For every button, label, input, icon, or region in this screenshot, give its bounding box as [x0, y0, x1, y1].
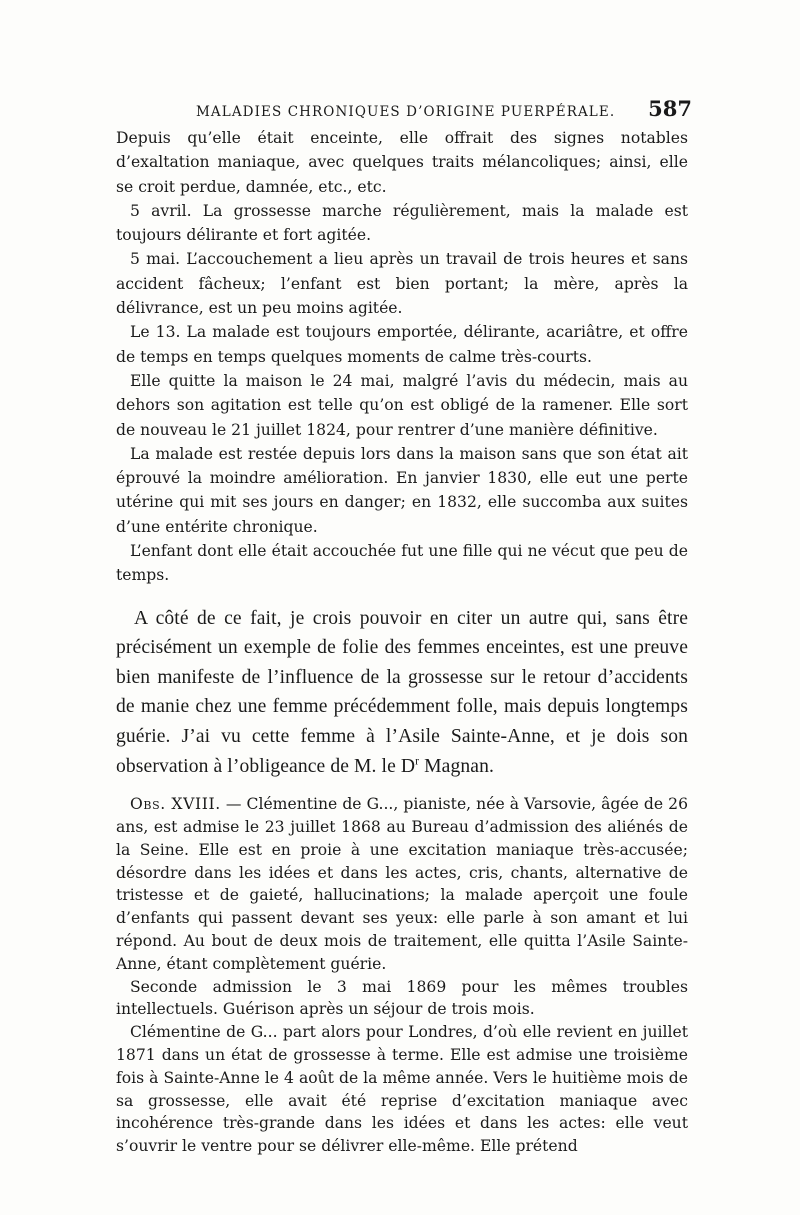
paragraph: 5 avril. La grossesse marche régulièrement, mais la malade est toujours délirante et fort agitée. — [116, 201, 688, 245]
paragraph: Seconde admission le 3 mai 1869 pour les mêmes troubles intellectuels. Guérison après un séjour de trois mois. — [116, 977, 688, 1019]
paragraph: 5 mai. L’accouchement a lieu après un travail de trois heures et sans accident fâcheux; l’enfant est bien portant; la mère, après la délivrance, est un peu moins agitée. — [116, 250, 688, 318]
paragraph: Clémentine de G... part alors pour Londres, d’où elle revient en juillet 1871 dans un état de grossesse à terme. Elle est admise une troisième fois à Sainte-Anne le 4 août de la même année. Vers le huitième mois de sa grossesse, elle avait été reprise d’excitation maniaque avec incohérence très-grande dans les idées et dans les actes: elle veut s’ouvrir le ventre pour se délivrer elle-même. Elle prétend — [116, 1023, 688, 1156]
paragraph: Elle quitte la maison le 24 mai, malgré l’avis du médecin, mais au dehors son agitation est telle qu’on est obligé de la ramener. Elle sort de nouveau le 21 juillet 1824, pour rentrer d’une manière définitive. — [116, 371, 688, 439]
page-number: 587 — [648, 96, 692, 121]
text-run: Magnan. — [419, 755, 494, 777]
main-text — [116, 604, 688, 782]
running-head: MALADIES CHRONIQUES D’ORIGINE PUERPÉRALE. — [196, 104, 616, 120]
paragraph: Depuis qu’elle était enceinte, elle offrait des signes notables d’exaltation maniaque, avec quelques traits mélancoliques; ainsi, elle se croit perdue, damnée, etc., etc. — [116, 129, 688, 196]
paragraph — [116, 793, 688, 975]
text-run: — Clémentine de G..., pianiste, née à Varsovie, âgée de 26 ans, est admise le 23 juillet 1868 au Bureau d’admission des aliénés de la Seine. Elle est en proie à une excitation maniaque très-accusée; désordre dans les idées et dans les actes, cris, chants, alternative de tristesse et de gaieté, hallucinations; la malade aperçoit une foule d’enfants qui passent devant ses yeux: elle parle à son amant et lui répond. Au bout de deux mois de traitement, elle quitta l’Asile Sainte-Anne, étant complètement guérie. — [116, 795, 689, 973]
case-continuation — [116, 126, 688, 588]
observation-xviii — [116, 793, 688, 1158]
paragraph: La malade est restée depuis lors dans la maison sans que son état ait éprouvé la moindre amélioration. En janvier 1830, elle eut une perte utérine qui mit ses jours en danger; en 1832, elle succomba aux suites d’une entérite chronique. — [116, 444, 688, 536]
paragraph: Le 13. La malade est toujours emportée, délirante, acariâtre, et offre de temps en temps quelques moments de calme très-courts. — [116, 323, 688, 366]
text-run: A côté de ce fait, je crois pouvoir en citer un autre qui, sans être précisément un exemple de folie des femmes enceintes, est une preuve bien manifeste de l’influence de la grossesse sur le retour d’accidents de manie chez une femme précédemment folle, mais depuis longtemps guérie. J’ai vu cette femme à l’Asile Sainte-Anne, et je dois son observation à l’obligeance de M. le D — [116, 607, 688, 777]
page-header — [116, 96, 692, 122]
paragraph: L’enfant dont elle était accouchée fut une fille qui ne vécut que peu de temps. — [116, 542, 688, 585]
paragraph — [116, 604, 688, 782]
superscript: r — [415, 754, 420, 768]
observation-label: Obs. XVIII. — [130, 795, 221, 814]
